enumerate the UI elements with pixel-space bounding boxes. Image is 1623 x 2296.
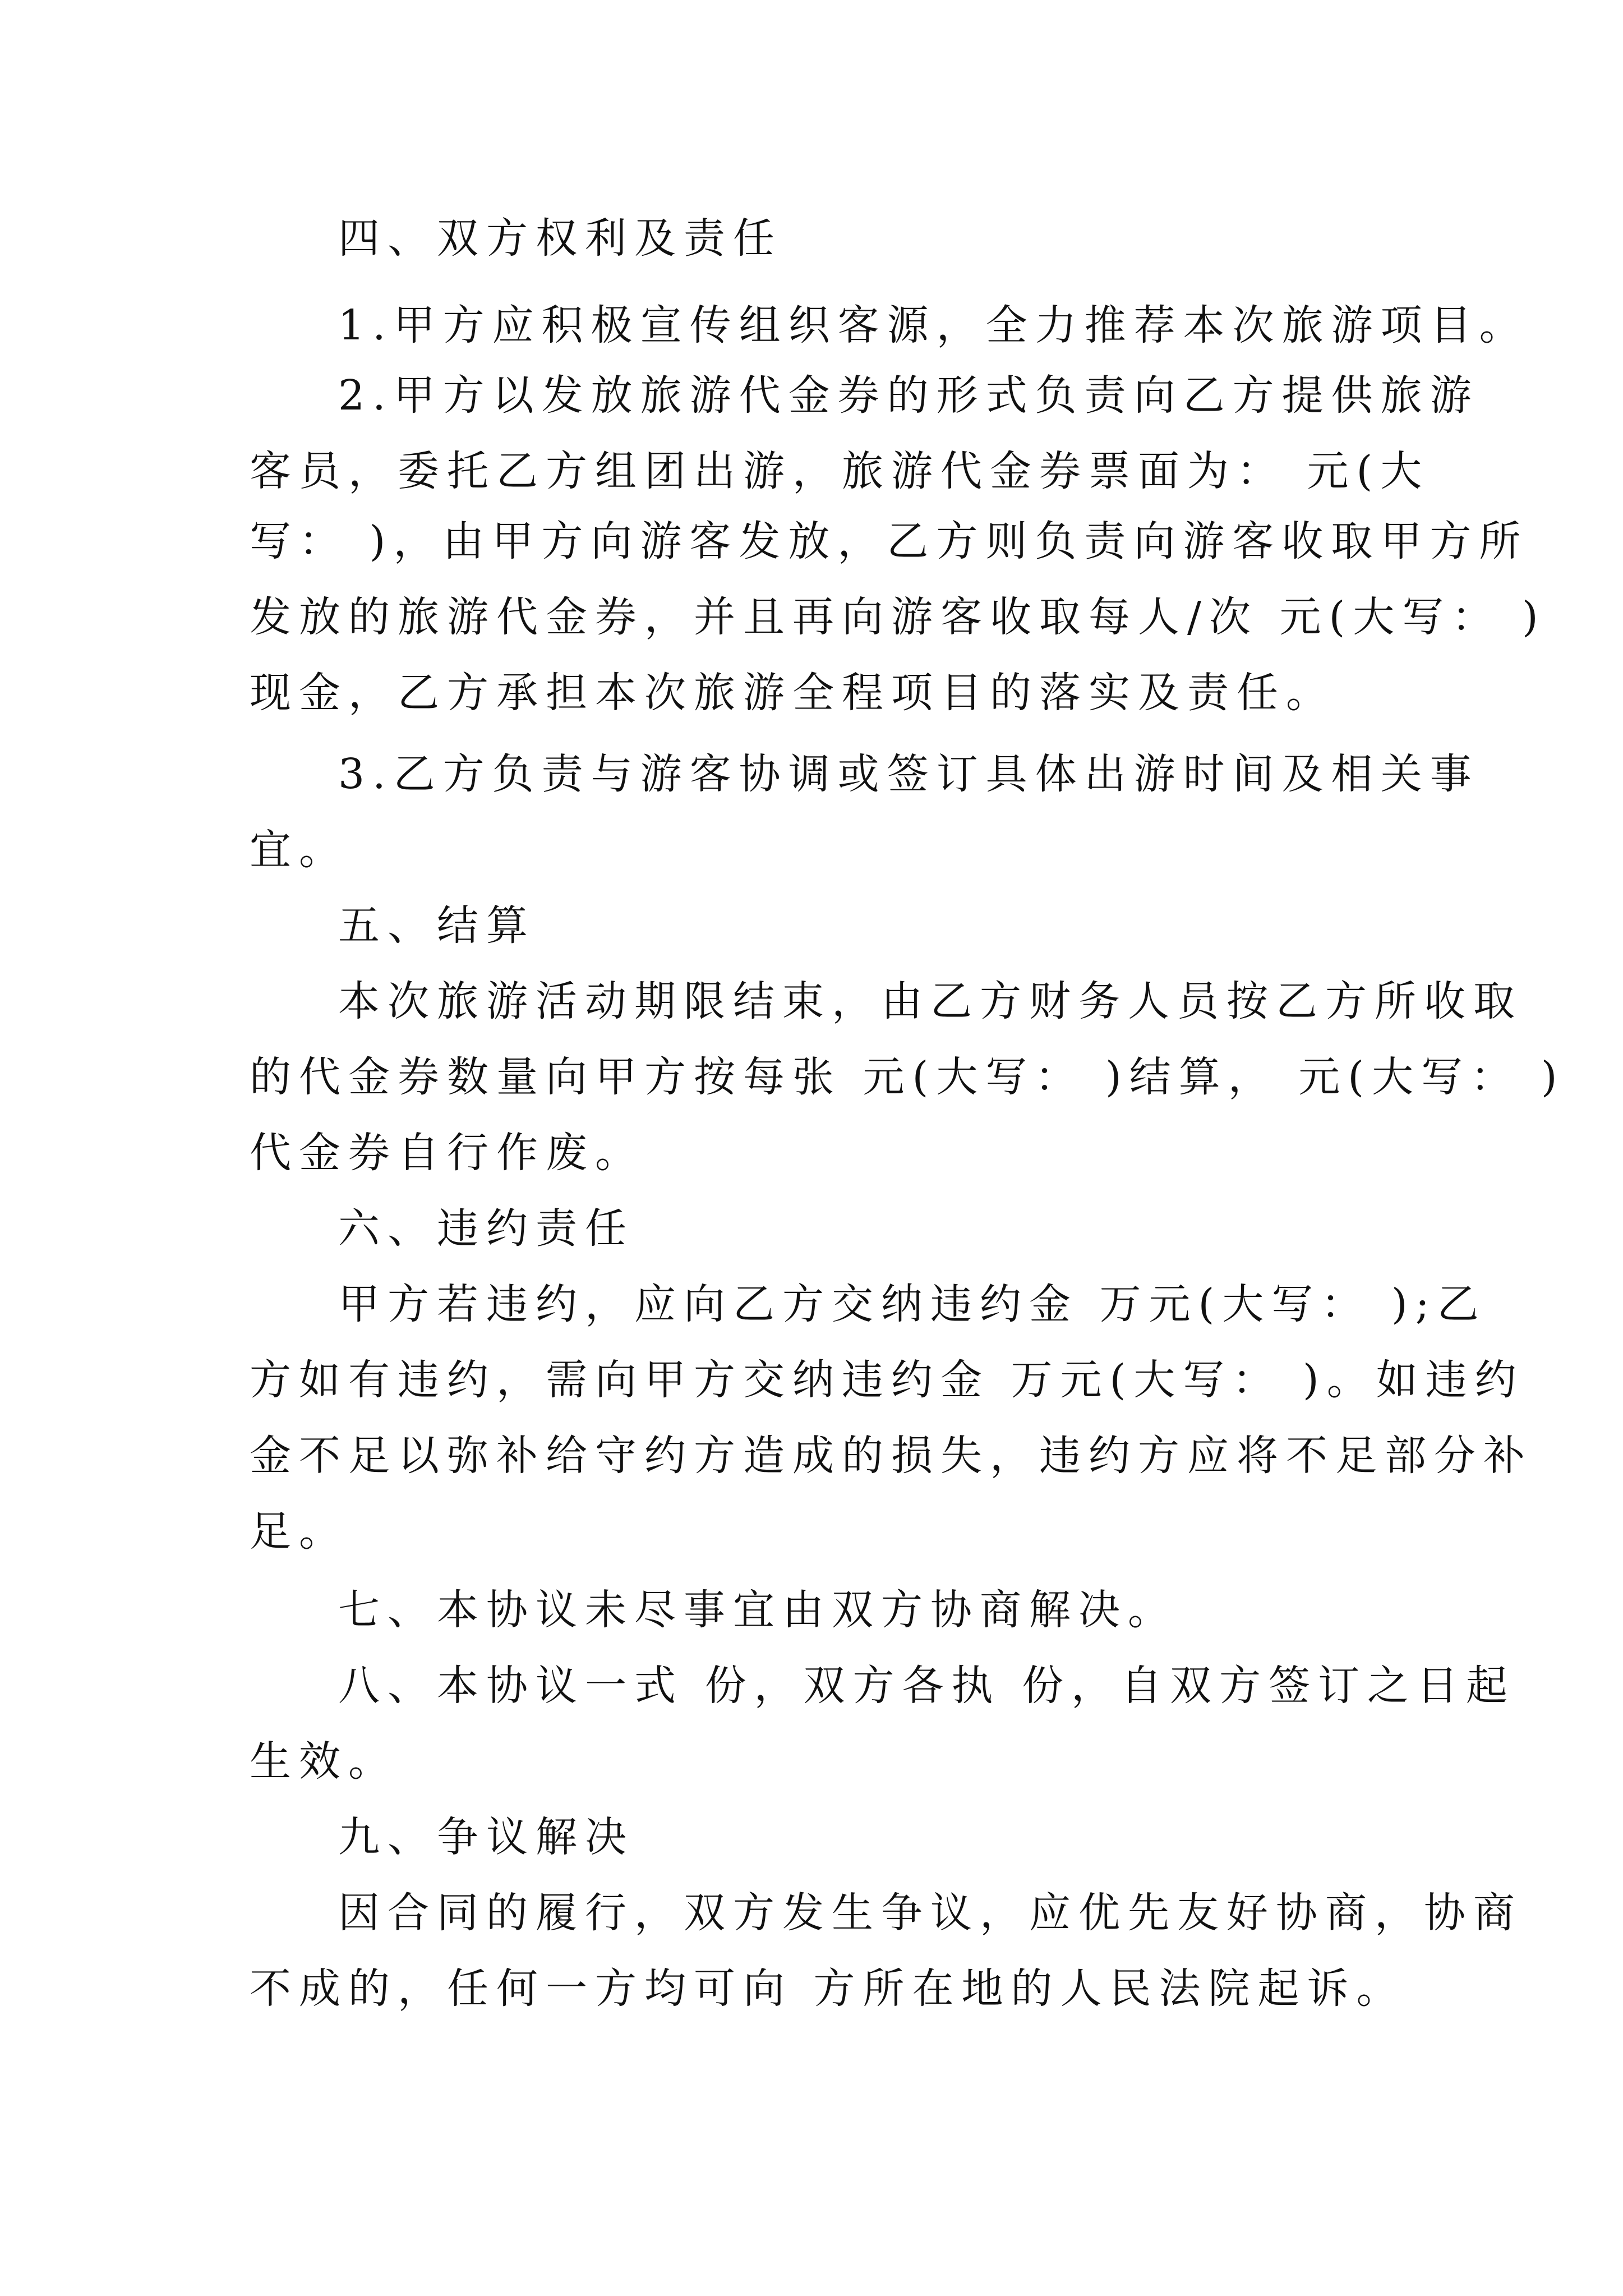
breach-line-1: 甲方若违约，应向乙方交纳违约金 万元(大写： );乙 (338, 1280, 1487, 1328)
breach-line-2: 方如有违约，需向甲方交纳违约金 万元(大写： )。如违约 (250, 1356, 1524, 1404)
settlement-line-3: 代金券自行作废。 (250, 1129, 644, 1177)
dispute-line-2: 不成的，任何一方均可向 方所在地的人民法院起诉。 (250, 1964, 1406, 2013)
section-heading-dispute: 九、争议解决 (338, 1813, 634, 1861)
clause-2-line-5: 现金，乙方承担本次旅游全程项目的落实及责任。 (250, 669, 1335, 717)
settlement-line-1: 本次旅游活动期限结束，由乙方财务人员按乙方所收取 (338, 977, 1523, 1025)
clause-3-line-2: 宜。 (250, 826, 348, 874)
breach-line-4: 足。 (250, 1507, 348, 1556)
section-7: 七、本协议未尽事宜由双方协商解决。 (338, 1586, 1177, 1634)
section-heading-breach: 六、违约责任 (338, 1204, 634, 1253)
settlement-line-2: 的代金券数量向甲方按每张 元(大写： )结算， 元(大写： ) (250, 1053, 1565, 1101)
clause-2-line-1: 2.甲方以发放旅游代金券的形式负责向乙方提供旅游 (338, 371, 1479, 420)
section-8-line-1: 八、本协议一式 份，双方各执 份，自双方签订之日起 (338, 1662, 1516, 1710)
dispute-line-1: 因合同的履行，双方发生争议，应优先友好协商，协商 (338, 1889, 1523, 1937)
clause-2-line-3: 写： )，由甲方向游客发放，乙方则负责向游客收取甲方所 (250, 517, 1529, 565)
section-heading-rights: 四、双方权利及责任 (338, 214, 782, 263)
clause-2-line-4: 发放的旅游代金券，并且再向游客收取每人/次 元(大写： ) (250, 593, 1546, 641)
clause-1-line-1: 1.甲方应积极宣传组织客源，全力推荐本次旅游项目。 (338, 301, 1529, 349)
section-8-line-2: 生效。 (250, 1737, 398, 1786)
clause-3-line-1: 3.乙方负责与游客协调或签订具体出游时间及相关事 (338, 750, 1479, 798)
clause-2-line-2: 客员，委托乙方组团出游，旅游代金券票面为： 元(大 (250, 447, 1430, 495)
breach-line-3: 金不足以弥补给守约方造成的损失，违约方应将不足部分补 (250, 1432, 1533, 1480)
section-heading-settlement: 五、结算 (338, 901, 536, 950)
